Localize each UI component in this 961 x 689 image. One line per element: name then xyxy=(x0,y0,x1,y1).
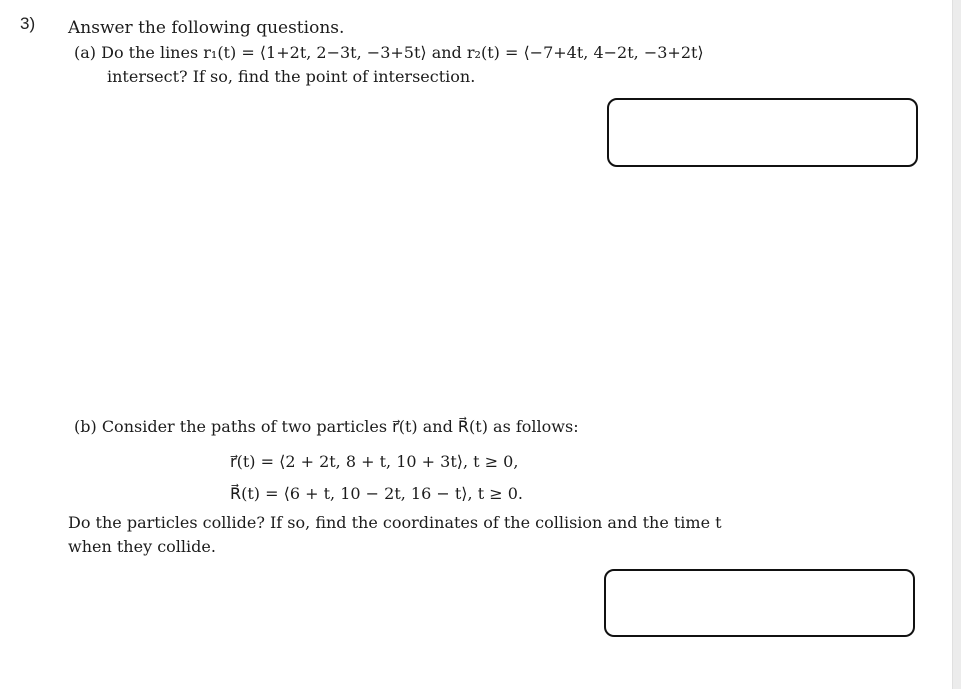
scrollbar-track[interactable] xyxy=(952,0,961,689)
part-b-question-line-2: when they collide. xyxy=(68,537,216,556)
question-number: 3) xyxy=(20,14,36,33)
question-heading: Answer the following questions. xyxy=(68,18,345,38)
part-a-line-1: (a) Do the lines r₁(t) = ⟨1+2t, 2−3t, −3+5t⟩ and r₂(t) = ⟨−7+4t, 4−2t, −3+2t⟩ xyxy=(74,43,704,62)
equation-R: R⃗(t) = ⟨6 + t, 10 − 2t, 16 − t⟩, t ≥ 0. xyxy=(230,484,523,503)
part-b-question-line-1: Do the particles collide? If so, find the coordinates of the collision and the time t xyxy=(68,513,722,532)
part-a-line-2: intersect? If so, find the point of intersection. xyxy=(107,67,476,86)
part-b-intro: (b) Consider the paths of two particles r⃗(t) and R⃗(t) as follows: xyxy=(74,417,579,436)
answer-box-b[interactable] xyxy=(604,569,915,637)
answer-box-a[interactable] xyxy=(607,98,918,167)
equation-r: r⃗(t) = ⟨2 + 2t, 8 + t, 10 + 3t⟩, t ≥ 0, xyxy=(230,452,519,471)
